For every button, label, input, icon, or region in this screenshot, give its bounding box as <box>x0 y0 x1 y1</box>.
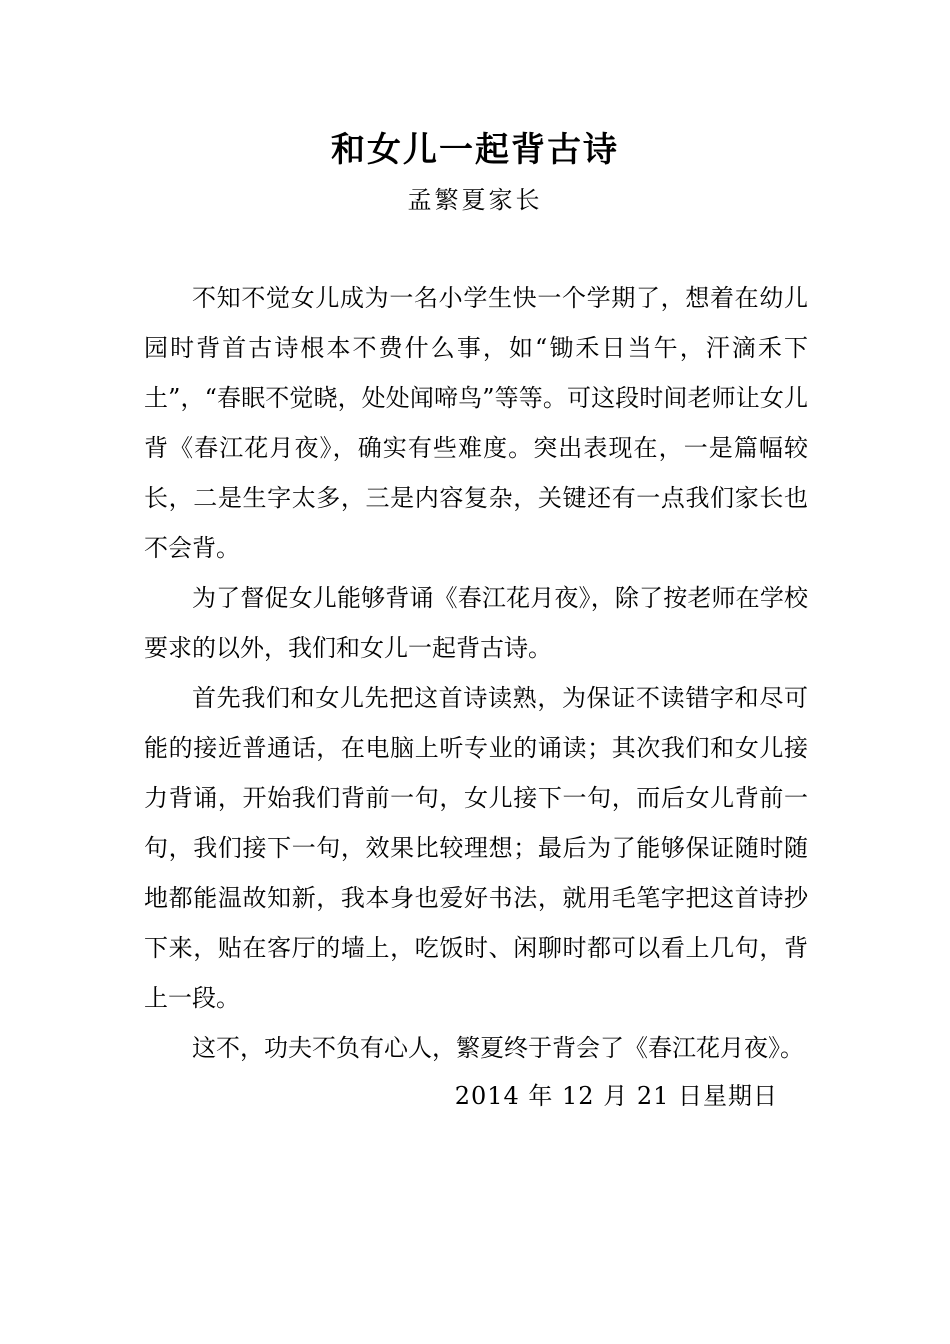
paragraph-2: 为了督促女儿能够背诵《春江花月夜》，除了按老师在学校要求的以外，我们和女儿一起背古诗。 <box>144 584 808 662</box>
document-date: 2014 年 12 月 21 日星期日 <box>454 1082 778 1110</box>
document-body <box>144 273 808 1073</box>
paragraph-3: 首先我们和女儿先把这首诗读熟，为保证不读错字和尽可能的接近普通话，在电脑上听专业的诵读；其次我们和女儿接力背诵，开始我们背前一句，女儿接下一句，而后女儿背前一句，我们接下一句，效果比较理想；最后为了能够保证随时随地都能温故知新，我本身也爱好书法，就用毛笔字把这首诗抄下来，贴在客厅的墙上，吃饭时、闲聊时都可以看上几句，背上一段。 <box>144 684 808 1012</box>
paragraph-1: 不知不觉女儿成为一名小学生快一个学期了，想着在幼儿园时背首古诗根本不费什么事，如“锄禾日当午，汗滴禾下土”，“春眠不觉晓，处处闻啼鸟”等等。可这段时间老师让女儿背《春江花月夜》，确实有些难度。突出表现在，一是篇幅较长，二是生字太多，三是内容复杂，关键还有一点我们家长也不会背。 <box>144 284 808 562</box>
document-author: 孟繁夏家长 <box>407 186 543 214</box>
paragraph-4: 这不，功夫不负有心人，繁夏终于背会了《春江花月夜》。 <box>192 1034 804 1062</box>
document-title: 和女儿一起背古诗 <box>331 130 619 170</box>
